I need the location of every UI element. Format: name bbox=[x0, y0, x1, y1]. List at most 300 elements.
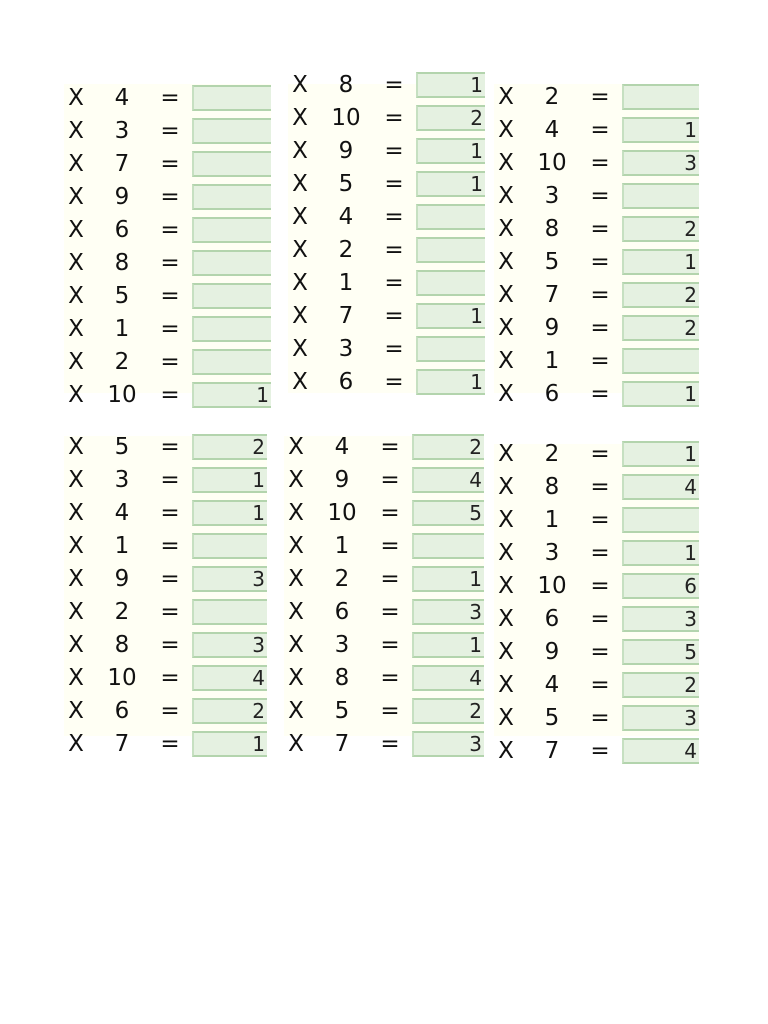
multiply-sign: X bbox=[68, 349, 84, 375]
equals-sign: = bbox=[590, 183, 610, 209]
problem-row bbox=[64, 563, 267, 596]
multiply-sign: X bbox=[68, 731, 84, 757]
answer-box[interactable] bbox=[192, 118, 271, 144]
problem-row bbox=[288, 69, 485, 102]
multiply-sign: X bbox=[498, 639, 514, 665]
answer-box[interactable] bbox=[416, 336, 485, 362]
multiply-sign: X bbox=[68, 151, 84, 177]
factor: 1 bbox=[544, 348, 560, 374]
equals-sign: = bbox=[590, 441, 610, 467]
answer-box[interactable]: 3 bbox=[192, 566, 267, 592]
answer-box[interactable] bbox=[192, 217, 271, 243]
answer-box[interactable]: 1 bbox=[412, 566, 484, 592]
problem-row bbox=[64, 115, 271, 148]
worksheet-tile-5 bbox=[284, 434, 484, 757]
worksheet-tile-6 bbox=[494, 441, 699, 764]
factor: 8 bbox=[544, 474, 560, 500]
answer-box[interactable] bbox=[192, 533, 267, 559]
equals-sign: = bbox=[160, 283, 180, 309]
answer-box[interactable]: 2 bbox=[622, 282, 699, 308]
equals-sign: = bbox=[380, 599, 400, 625]
multiply-sign: X bbox=[292, 336, 308, 362]
factor: 7 bbox=[338, 303, 354, 329]
problem-row bbox=[64, 82, 271, 115]
multiply-sign: X bbox=[498, 474, 514, 500]
factor: 3 bbox=[544, 183, 560, 209]
factor: 4 bbox=[114, 85, 130, 111]
factor: 1 bbox=[114, 533, 130, 559]
answer-box[interactable]: 4 bbox=[192, 665, 267, 691]
multiply-sign: X bbox=[292, 369, 308, 395]
equals-sign: = bbox=[590, 282, 610, 308]
multiply-sign: X bbox=[288, 698, 304, 724]
factor: 5 bbox=[338, 171, 354, 197]
answer-box[interactable] bbox=[192, 283, 271, 309]
problem-row bbox=[494, 702, 699, 735]
problem-row bbox=[494, 312, 699, 345]
equals-sign: = bbox=[590, 84, 610, 110]
answer-box[interactable] bbox=[622, 348, 699, 374]
equals-sign: = bbox=[160, 500, 180, 526]
equals-sign: = bbox=[160, 698, 180, 724]
answer-box[interactable]: 1 bbox=[192, 467, 267, 493]
multiply-sign: X bbox=[68, 665, 84, 691]
problem-row bbox=[284, 629, 484, 662]
equals-sign: = bbox=[590, 216, 610, 242]
equals-sign: = bbox=[590, 606, 610, 632]
factor: 6 bbox=[338, 369, 354, 395]
answer-box[interactable]: 1 bbox=[622, 381, 699, 407]
problem-row bbox=[64, 379, 271, 412]
problem-row bbox=[64, 497, 267, 530]
multiply-sign: X bbox=[68, 434, 84, 460]
problem-row bbox=[494, 378, 699, 411]
answer-box[interactable]: 1 bbox=[416, 138, 485, 164]
multiply-sign: X bbox=[498, 282, 514, 308]
problem-row bbox=[64, 530, 267, 563]
factor: 7 bbox=[544, 282, 560, 308]
equals-sign: = bbox=[384, 138, 404, 164]
multiply-sign: X bbox=[292, 237, 308, 263]
factor: 9 bbox=[114, 566, 130, 592]
factor: 3 bbox=[338, 336, 354, 362]
multiply-sign: X bbox=[68, 118, 84, 144]
problem-row bbox=[494, 570, 699, 603]
factor: 1 bbox=[114, 316, 130, 342]
factor: 3 bbox=[544, 540, 560, 566]
equals-sign: = bbox=[380, 566, 400, 592]
equals-sign: = bbox=[380, 533, 400, 559]
multiply-sign: X bbox=[292, 138, 308, 164]
answer-box[interactable]: 1 bbox=[416, 369, 485, 395]
equals-sign: = bbox=[590, 474, 610, 500]
answer-box[interactable]: 2 bbox=[192, 434, 267, 460]
problem-row bbox=[288, 135, 485, 168]
problem-row bbox=[64, 346, 271, 379]
problem-row bbox=[284, 464, 484, 497]
equals-sign: = bbox=[384, 369, 404, 395]
answer-box[interactable]: 3 bbox=[192, 632, 267, 658]
answer-box[interactable]: 3 bbox=[622, 606, 699, 632]
multiply-sign: X bbox=[68, 382, 84, 408]
problem-row bbox=[284, 497, 484, 530]
equals-sign: = bbox=[380, 698, 400, 724]
multiply-sign: X bbox=[292, 171, 308, 197]
answer-box[interactable]: 4 bbox=[622, 738, 699, 764]
multiply-sign: X bbox=[498, 738, 514, 764]
answer-box[interactable]: 1 bbox=[622, 117, 699, 143]
problem-row bbox=[494, 114, 699, 147]
equals-sign: = bbox=[160, 533, 180, 559]
multiply-sign: X bbox=[288, 632, 304, 658]
multiply-sign: X bbox=[498, 573, 514, 599]
multiply-sign: X bbox=[68, 599, 84, 625]
answer-box[interactable]: 1 bbox=[416, 72, 485, 98]
equals-sign: = bbox=[380, 731, 400, 757]
factor: 6 bbox=[334, 599, 350, 625]
answer-box[interactable] bbox=[622, 84, 699, 110]
answer-box[interactable]: 2 bbox=[412, 434, 484, 460]
problem-row bbox=[494, 180, 699, 213]
equals-sign: = bbox=[160, 316, 180, 342]
factor: 8 bbox=[544, 216, 560, 242]
answer-box[interactable]: 2 bbox=[622, 672, 699, 698]
problem-row bbox=[284, 431, 484, 464]
multiply-sign: X bbox=[68, 467, 84, 493]
equals-sign: = bbox=[384, 237, 404, 263]
problem-row bbox=[64, 148, 271, 181]
multiply-sign: X bbox=[292, 270, 308, 296]
answer-box[interactable]: 1 bbox=[622, 540, 699, 566]
answer-box[interactable]: 1 bbox=[416, 171, 485, 197]
answer-box[interactable] bbox=[412, 533, 484, 559]
factor: 6 bbox=[114, 217, 130, 243]
equals-sign: = bbox=[590, 507, 610, 533]
factor: 2 bbox=[544, 441, 560, 467]
answer-box[interactable] bbox=[192, 250, 271, 276]
answer-box[interactable]: 1 bbox=[192, 382, 271, 408]
problem-row bbox=[284, 563, 484, 596]
equals-sign: = bbox=[160, 85, 180, 111]
equals-sign: = bbox=[590, 381, 610, 407]
multiply-sign: X bbox=[498, 348, 514, 374]
multiply-sign: X bbox=[68, 566, 84, 592]
multiply-sign: X bbox=[68, 500, 84, 526]
factor: 9 bbox=[334, 467, 350, 493]
problem-row bbox=[494, 471, 699, 504]
problem-row bbox=[494, 537, 699, 570]
answer-box[interactable]: 2 bbox=[412, 698, 484, 724]
multiply-sign: X bbox=[498, 606, 514, 632]
factor: 3 bbox=[114, 467, 130, 493]
equals-sign: = bbox=[380, 434, 400, 460]
equals-sign: = bbox=[160, 118, 180, 144]
equals-sign: = bbox=[590, 672, 610, 698]
multiply-sign: X bbox=[498, 315, 514, 341]
factor: 6 bbox=[114, 698, 130, 724]
answer-box[interactable]: 4 bbox=[412, 467, 484, 493]
answer-box[interactable] bbox=[622, 507, 699, 533]
multiply-sign: X bbox=[498, 216, 514, 242]
multiply-sign: X bbox=[292, 72, 308, 98]
equals-sign: = bbox=[590, 573, 610, 599]
problem-row bbox=[494, 81, 699, 114]
problem-row bbox=[284, 728, 484, 761]
problem-row bbox=[288, 333, 485, 366]
multiply-sign: X bbox=[292, 303, 308, 329]
answer-box[interactable] bbox=[192, 349, 271, 375]
multiply-sign: X bbox=[68, 533, 84, 559]
factor: 1 bbox=[334, 533, 350, 559]
multiply-sign: X bbox=[288, 533, 304, 559]
multiply-sign: X bbox=[498, 381, 514, 407]
problem-row bbox=[494, 147, 699, 180]
problem-row bbox=[494, 636, 699, 669]
equals-sign: = bbox=[590, 348, 610, 374]
answer-box[interactable]: 3 bbox=[412, 731, 484, 757]
problem-row bbox=[288, 201, 485, 234]
equals-sign: = bbox=[590, 639, 610, 665]
answer-box[interactable]: 2 bbox=[192, 698, 267, 724]
factor: 10 bbox=[331, 105, 361, 131]
factor: 10 bbox=[537, 573, 567, 599]
multiply-sign: X bbox=[288, 434, 304, 460]
problem-row bbox=[64, 596, 267, 629]
problem-row bbox=[64, 214, 271, 247]
equals-sign: = bbox=[160, 599, 180, 625]
problem-row bbox=[64, 629, 267, 662]
problem-row bbox=[494, 438, 699, 471]
equals-sign: = bbox=[160, 184, 180, 210]
problem-row bbox=[494, 279, 699, 312]
factor: 10 bbox=[537, 150, 567, 176]
worksheet-tile-3 bbox=[494, 84, 699, 407]
factor: 1 bbox=[544, 507, 560, 533]
multiply-sign: X bbox=[288, 500, 304, 526]
factor: 4 bbox=[114, 500, 130, 526]
problem-row bbox=[494, 735, 699, 768]
multiply-sign: X bbox=[68, 250, 84, 276]
multiply-sign: X bbox=[498, 150, 514, 176]
equals-sign: = bbox=[590, 315, 610, 341]
factor: 5 bbox=[334, 698, 350, 724]
problem-row bbox=[288, 366, 485, 399]
problem-row bbox=[64, 728, 267, 761]
multiply-sign: X bbox=[498, 117, 514, 143]
multiply-sign: X bbox=[498, 183, 514, 209]
factor: 7 bbox=[114, 731, 130, 757]
answer-box[interactable]: 3 bbox=[622, 705, 699, 731]
worksheet-tile-4 bbox=[64, 434, 267, 757]
equals-sign: = bbox=[160, 566, 180, 592]
answer-box[interactable]: 1 bbox=[412, 632, 484, 658]
equals-sign: = bbox=[384, 270, 404, 296]
factor: 9 bbox=[544, 315, 560, 341]
problem-row bbox=[284, 530, 484, 563]
factor: 6 bbox=[544, 381, 560, 407]
problem-row bbox=[494, 669, 699, 702]
factor: 7 bbox=[334, 731, 350, 757]
problem-row bbox=[494, 504, 699, 537]
multiply-sign: X bbox=[498, 249, 514, 275]
factor: 1 bbox=[338, 270, 354, 296]
factor: 5 bbox=[114, 434, 130, 460]
factor: 9 bbox=[338, 138, 354, 164]
equals-sign: = bbox=[380, 665, 400, 691]
equals-sign: = bbox=[590, 249, 610, 275]
factor: 10 bbox=[107, 665, 137, 691]
multiply-sign: X bbox=[68, 283, 84, 309]
answer-box[interactable]: 1 bbox=[622, 249, 699, 275]
equals-sign: = bbox=[160, 151, 180, 177]
equals-sign: = bbox=[380, 467, 400, 493]
answer-box[interactable]: 3 bbox=[412, 599, 484, 625]
answer-box[interactable]: 2 bbox=[416, 105, 485, 131]
factor: 10 bbox=[327, 500, 357, 526]
problem-row bbox=[288, 102, 485, 135]
problem-row bbox=[64, 181, 271, 214]
factor: 8 bbox=[338, 72, 354, 98]
equals-sign: = bbox=[160, 349, 180, 375]
answer-box[interactable]: 1 bbox=[416, 303, 485, 329]
problem-row bbox=[288, 300, 485, 333]
answer-box[interactable]: 3 bbox=[622, 150, 699, 176]
answer-box[interactable]: 1 bbox=[192, 731, 267, 757]
problem-row bbox=[494, 246, 699, 279]
answer-box[interactable]: 1 bbox=[192, 500, 267, 526]
problem-row bbox=[64, 247, 271, 280]
answer-box[interactable]: 1 bbox=[622, 441, 699, 467]
multiply-sign: X bbox=[68, 316, 84, 342]
equals-sign: = bbox=[384, 204, 404, 230]
equals-sign: = bbox=[160, 250, 180, 276]
factor: 7 bbox=[114, 151, 130, 177]
problem-row bbox=[288, 234, 485, 267]
multiply-sign: X bbox=[68, 217, 84, 243]
multiply-sign: X bbox=[292, 105, 308, 131]
multiply-sign: X bbox=[68, 632, 84, 658]
answer-box[interactable] bbox=[416, 204, 485, 230]
problem-row bbox=[284, 662, 484, 695]
factor: 3 bbox=[114, 118, 130, 144]
answer-box[interactable] bbox=[192, 85, 271, 111]
multiply-sign: X bbox=[288, 467, 304, 493]
factor: 5 bbox=[114, 283, 130, 309]
equals-sign: = bbox=[380, 500, 400, 526]
answer-box[interactable] bbox=[192, 599, 267, 625]
answer-box[interactable]: 2 bbox=[622, 216, 699, 242]
problem-row bbox=[494, 213, 699, 246]
factor: 5 bbox=[544, 249, 560, 275]
answer-box[interactable] bbox=[416, 237, 485, 263]
factor: 5 bbox=[544, 705, 560, 731]
multiply-sign: X bbox=[288, 599, 304, 625]
answer-box[interactable] bbox=[622, 183, 699, 209]
answer-box[interactable]: 5 bbox=[412, 500, 484, 526]
multiply-sign: X bbox=[288, 665, 304, 691]
multiply-sign: X bbox=[498, 540, 514, 566]
answer-box[interactable] bbox=[192, 316, 271, 342]
answer-box[interactable]: 5 bbox=[622, 639, 699, 665]
factor: 8 bbox=[334, 665, 350, 691]
factor: 4 bbox=[338, 204, 354, 230]
problem-row bbox=[64, 464, 267, 497]
problem-row bbox=[284, 596, 484, 629]
multiply-sign: X bbox=[288, 731, 304, 757]
equals-sign: = bbox=[160, 217, 180, 243]
problem-row bbox=[64, 280, 271, 313]
factor: 6 bbox=[544, 606, 560, 632]
answer-box[interactable] bbox=[192, 184, 271, 210]
equals-sign: = bbox=[590, 738, 610, 764]
problem-row bbox=[494, 345, 699, 378]
equals-sign: = bbox=[384, 336, 404, 362]
factor: 8 bbox=[114, 632, 130, 658]
multiply-sign: X bbox=[68, 85, 84, 111]
multiply-sign: X bbox=[288, 566, 304, 592]
multiply-sign: X bbox=[498, 672, 514, 698]
equals-sign: = bbox=[384, 105, 404, 131]
equals-sign: = bbox=[384, 72, 404, 98]
equals-sign: = bbox=[160, 434, 180, 460]
factor: 7 bbox=[544, 738, 560, 764]
answer-box[interactable] bbox=[416, 270, 485, 296]
problem-row bbox=[494, 603, 699, 636]
answer-box[interactable]: 4 bbox=[412, 665, 484, 691]
factor: 2 bbox=[334, 566, 350, 592]
problem-row bbox=[64, 431, 267, 464]
answer-box[interactable] bbox=[192, 151, 271, 177]
factor: 9 bbox=[114, 184, 130, 210]
worksheet-tile-2 bbox=[288, 72, 485, 395]
multiply-sign: X bbox=[498, 705, 514, 731]
factor: 4 bbox=[334, 434, 350, 460]
equals-sign: = bbox=[380, 632, 400, 658]
factor: 2 bbox=[338, 237, 354, 263]
equals-sign: = bbox=[384, 171, 404, 197]
equals-sign: = bbox=[590, 540, 610, 566]
problem-row bbox=[64, 662, 267, 695]
multiply-sign: X bbox=[68, 184, 84, 210]
worksheet-tile-1 bbox=[64, 84, 271, 408]
factor: 2 bbox=[544, 84, 560, 110]
equals-sign: = bbox=[590, 705, 610, 731]
multiply-sign: X bbox=[498, 507, 514, 533]
factor: 9 bbox=[544, 639, 560, 665]
equals-sign: = bbox=[590, 117, 610, 143]
factor: 10 bbox=[107, 382, 137, 408]
answer-box[interactable]: 6 bbox=[622, 573, 699, 599]
multiply-sign: X bbox=[498, 441, 514, 467]
equals-sign: = bbox=[590, 150, 610, 176]
equals-sign: = bbox=[384, 303, 404, 329]
answer-box[interactable]: 4 bbox=[622, 474, 699, 500]
multiply-sign: X bbox=[498, 84, 514, 110]
equals-sign: = bbox=[160, 665, 180, 691]
problem-row bbox=[64, 313, 271, 346]
factor: 2 bbox=[114, 599, 130, 625]
equals-sign: = bbox=[160, 632, 180, 658]
answer-box[interactable]: 2 bbox=[622, 315, 699, 341]
factor: 2 bbox=[114, 349, 130, 375]
equals-sign: = bbox=[160, 467, 180, 493]
multiply-sign: X bbox=[292, 204, 308, 230]
multiply-sign: X bbox=[68, 698, 84, 724]
factor: 4 bbox=[544, 672, 560, 698]
problem-row bbox=[284, 695, 484, 728]
equals-sign: = bbox=[160, 382, 180, 408]
problem-row bbox=[288, 267, 485, 300]
